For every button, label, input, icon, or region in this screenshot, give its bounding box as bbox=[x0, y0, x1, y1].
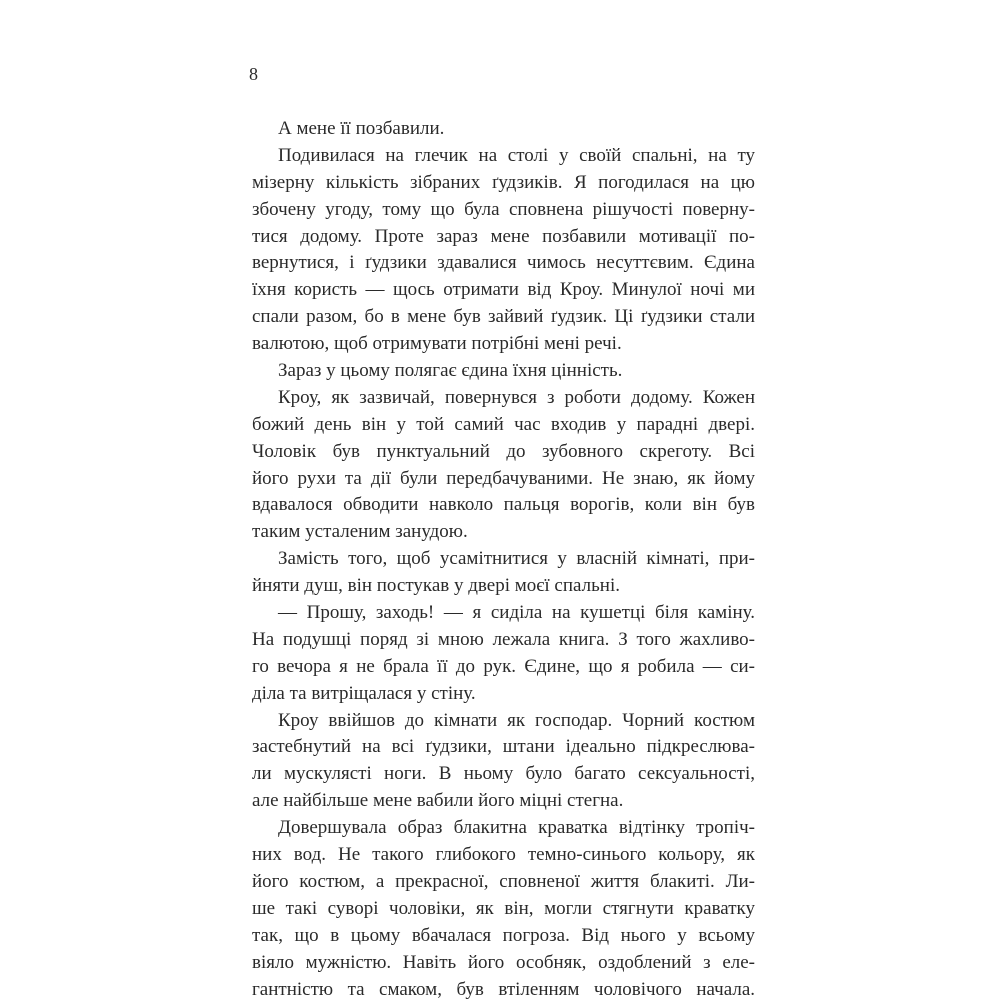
text-line: го вечора я не брала її до рук. Єдине, що я робила — си- bbox=[252, 655, 755, 677]
text-line: застебнутий на всі ґудзики, штани ідеально підкреслюва- bbox=[252, 736, 755, 758]
text-line: Замість того, щоб усамітнитися у власній кімнаті, при- bbox=[278, 548, 755, 570]
text-line: але найбільше мене вабили його міцні стегна. bbox=[252, 790, 624, 812]
text-line: них вод. Не такого глибокого темно-синього кольору, як bbox=[252, 844, 755, 866]
text-line: збочену угоду, тому що була сповнена рішучості поверну- bbox=[252, 198, 755, 220]
text-line: Зараз у цьому полягає єдина їхня цінність. bbox=[278, 360, 623, 382]
text-line: так, що в цьому вбачалася погроза. Від нього у всьому bbox=[252, 924, 755, 946]
body-text bbox=[252, 116, 755, 1000]
text-line: вернутися, і ґудзики здавалися чимось несуттєвим. Єдина bbox=[252, 252, 755, 274]
page-number: 8 bbox=[249, 64, 258, 84]
text-line: А мене її позбавили. bbox=[278, 118, 445, 139]
text-line: Подивилася на глечик на столі у своїй спальні, на ту bbox=[278, 144, 755, 166]
text-line: божий день він у той самий час входив у парадні двері. bbox=[252, 413, 755, 435]
text-line: ли мускулясті ноги. В ньому було багато сексуальності, bbox=[252, 763, 755, 785]
text-line: вдавалося обводити навколо пальця ворогів, коли він був bbox=[252, 494, 755, 516]
text-line: їхня користь — щось отримати від Кроу. Минулої ночі ми bbox=[252, 279, 755, 301]
text-line: його рухи та дії були передбачуваними. Не знаю, як йому bbox=[252, 467, 755, 489]
text-line: йняти душ, він постукав у двері моєї спальні. bbox=[252, 575, 620, 597]
text-line: віяло мужністю. Навіть його особняк, оздоблений з еле- bbox=[252, 951, 755, 973]
text-line: гантністю та смаком, був втіленням чоловічого начала. bbox=[252, 978, 755, 1000]
text-line: мізерну кількість зібраних ґудзиків. Я погодилася на цю bbox=[252, 171, 755, 193]
text-line: тися додому. Проте зараз мене позбавили мотивації по- bbox=[252, 225, 755, 247]
text-line: ше такі суворі чоловіки, як він, могли стягнути краватку bbox=[252, 897, 755, 919]
text-line: діла та витріщалася у стіну. bbox=[252, 682, 476, 704]
text-line: таким усталеним занудою. bbox=[252, 521, 468, 543]
text-line: На подушці поряд зі мною лежала книга. З того жахливо- bbox=[252, 628, 755, 650]
text-line: Чоловік був пунктуальний до зубовного скреготу. Всі bbox=[252, 440, 755, 462]
text-line: Довершувала образ блакитна краватка відтінку тропіч- bbox=[278, 817, 755, 839]
text-line: Кроу ввійшов до кімнати як господар. Чорний костюм bbox=[278, 709, 755, 731]
text-line: спали разом, бо в мене був зайвий ґудзик. Ці ґудзики стали bbox=[252, 306, 755, 328]
text-line: — Прошу, заходь! — я сиділа на кушетці біля каміну. bbox=[278, 602, 755, 624]
text-line: валютою, щоб отримувати потрібні мені речі. bbox=[252, 333, 622, 355]
text-line: Кроу, як зазвичай, повернувся з роботи додому. Кожен bbox=[278, 386, 755, 408]
text-line: його костюм, а прекрасної, сповненої життя блакиті. Ли- bbox=[252, 870, 755, 892]
